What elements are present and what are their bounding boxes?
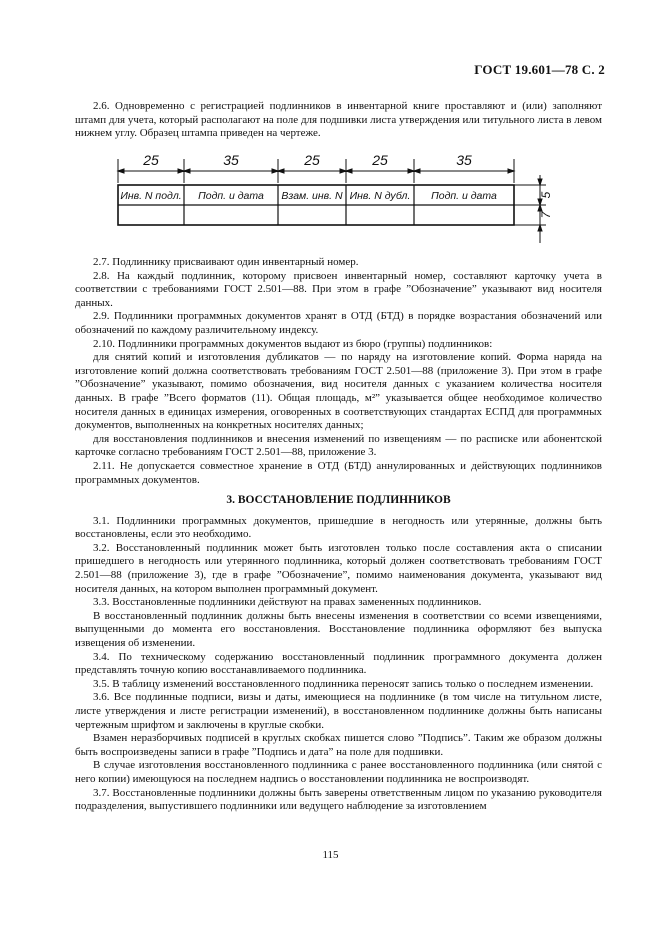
paragraph: В случае изготовления восстановленного подлинника с ранее восстановленного подлинника (или снятой с него копии) имеющуюся на последнем надпись о восстановлении подлинника не воспроизводят. bbox=[75, 759, 602, 785]
stamp-cell: Подп. и дата bbox=[431, 190, 497, 202]
paragraph: 3.2. Восстановленный подлинник может быть изготовлен только после составления акта о списании пришедшего в негодность или утерянного подлинника, который должен соответствовать требованиям ГОСТ 2.501—88 (приложение 3), где в графе ”Обозначение”, помимо наименования документа, указывают вид носителя данных, на котором выполнен программный документ. bbox=[75, 541, 602, 595]
paragraph: 3.3. Восстановленные подлинники действуют на правах замененных подлинников. bbox=[93, 596, 482, 609]
paragraph: 3.6. Все подлинные подписи, визы и даты, имеющиеся на подлиннике (в том числе на титульном листе, листе утверждения и листе регистрации изменений), в восстановленном подлиннике должны быть написаны чертежным шрифтом и заключены в круглые скобки. bbox=[75, 691, 602, 731]
paragraph-2-6: 2.6. Одновременно с регистрацией подлинников в инвентарной книге проставляют и (или) заполняют штамп для учета, который располагают на поле для подшивки листа утверждения или титульного листа в левом нижнем углу. Образец штампа приведен на чертеже. bbox=[75, 100, 602, 140]
paragraph: 3.7. Восстановленные подлинники должны быть заверены ответственным лицом по указанию руководителя подразделения, выпустившего подлинники или ведущего наблюдение за изготовлением bbox=[75, 786, 602, 813]
stamp-cell: Подп. и дата bbox=[198, 190, 264, 202]
page-number: 115 bbox=[322, 849, 339, 861]
paragraph: Взамен неразборчивых подписей в круглых скобках пишется слово ”Подпись”. Таким же образом должны быть воспроизведены записи в графе ”Подпись и дата” на поле для подшивки. bbox=[75, 732, 602, 758]
intro-block bbox=[75, 100, 602, 141]
paragraph: 3.5. В таблицу изменений восстановленного подлинника переносят запись только о последнем изменении. bbox=[93, 677, 594, 690]
dim-label: 35 bbox=[223, 152, 239, 168]
dim-label: 25 bbox=[304, 152, 320, 168]
page-header: ГОСТ 19.601—78 С. 2 bbox=[474, 62, 605, 77]
dim-label-right: 5 bbox=[539, 191, 553, 199]
paragraph: 2.9. Подлинники программных документов хранят в ОТД (БТД) в порядке возрастания обозначений или обозначений по каждому различительному индексу. bbox=[75, 310, 602, 336]
paragraph: 2.8. На каждый подлинник, которому присвоен инвентарный номер, составляют карточку учета в соответствии с требованиями ГОСТ 2.501—88. При этом в графе ”Обозначение” указывают вид носителя данных. bbox=[75, 269, 602, 309]
paragraph: для снятий копий и изготовления дубликатов — по наряду на изготовление копий. Форма наряда на изготовление копий должна соответствовать требованиям ГОСТ 2.501—88 (приложение 3). При этом в графе ”Обозначение” указывают, помимо обозначения, вид носителя данных с указанием количества носителя данных. В графе ”Всего форматов (11). Общая площадь, м²” указывается общее необходимое количество носителя данных в единицах измерения, оговоренных в соответствующих стандартах ЕСПД для программных документов, выполненных на конкретных носителях данных; bbox=[75, 351, 602, 432]
paragraph: 3.1. Подлинники программных документов, пришедшие в негодность или утерянные, должны быть восстановлены, если это необходимо. bbox=[75, 514, 602, 541]
paragraph: В восстановленный подлинник должны быть внесены изменения в соответствии со всеми извещениями, выпущенными до момента его восстановления. Восстановление подлинника оформляют без выпуска извещения об изменении. bbox=[75, 609, 602, 650]
stamp-cell: Инв. N дубл. bbox=[349, 190, 411, 202]
stamp-cell: Взам. инв. N bbox=[281, 190, 343, 202]
paragraph: для восстановления подлинников и внесения изменений по извещениям — по расписке или абонентской карточке согласно требованиям ГОСТ 2.501—88, приложение 3. bbox=[75, 432, 602, 459]
dim-label: 25 bbox=[143, 152, 159, 168]
dim-label: 35 bbox=[456, 152, 472, 168]
paragraph: 2.7. Подлиннику присваивают один инвентарный номер. bbox=[93, 256, 359, 268]
paragraph: 3.4. По техническому содержанию восстановленный подлинник программного документа должен представлять точную копию восстанавливаемого подлинника. bbox=[75, 650, 602, 677]
dim-label: 25 bbox=[372, 152, 388, 168]
stamp-cell: Инв. N подл. bbox=[120, 190, 182, 202]
section-title: 3. ВОССТАНОВЛЕНИЕ ПОДЛИННИКОВ bbox=[226, 494, 451, 507]
dim-label-right: 7 bbox=[539, 211, 553, 219]
paragraph: 2.11. Не допускается совместное хранение в ОТД (БТД) аннулированных и действующих подлинников программных документов. bbox=[75, 459, 602, 486]
paragraph: 2.10. Подлинники программных документов выдают из бюро (группы) подлинников: bbox=[93, 337, 493, 350]
stamp-drawing bbox=[116, 147, 556, 247]
stamp-svg bbox=[116, 147, 556, 247]
body-block bbox=[75, 256, 602, 814]
